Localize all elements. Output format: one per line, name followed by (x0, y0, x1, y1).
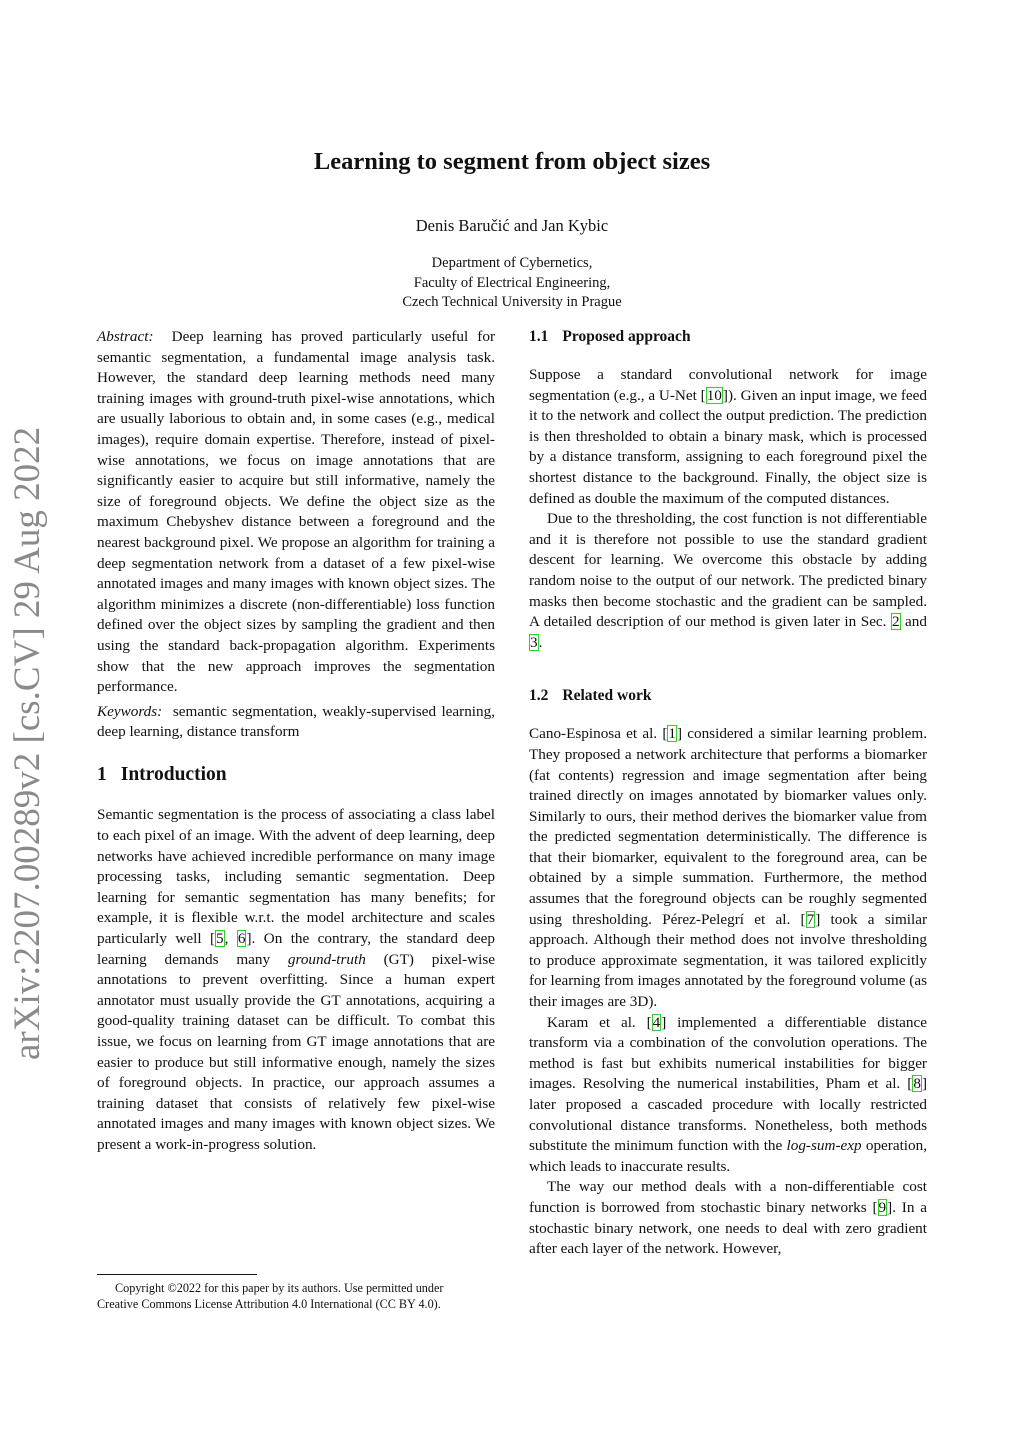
text-run: operation, which leads to inaccurate results. (529, 1137, 927, 1175)
keywords (97, 702, 495, 743)
text-run: ]. In a stochastic binary network, one needs to deal with zero gradient after each layer of the network. However, (529, 1198, 928, 1258)
citation-link[interactable]: 8 (913, 1075, 921, 1093)
section-link[interactable]: 2 (891, 613, 900, 631)
citation-link[interactable]: 7 (806, 910, 815, 928)
keywords-label: Keywords: (97, 702, 163, 720)
text-run: ]). Given an input image, we feed it to the network and collect the output prediction. The prediction is then thresholded to obtain a binary mask, which is processed by a distance transform, assigning to each foreground pixel the shortest distance to the background. Finally, the object size is defined as double the maximum of the computed distances. (529, 386, 928, 507)
citation-link[interactable]: 1 (668, 725, 676, 743)
arxiv-stamp: arXiv:2207.00289v2 [cs.CV] 29 Aug 2022 (7, 426, 48, 1060)
subsection-heading-related-work (529, 686, 927, 706)
text-run: . (538, 633, 543, 651)
related-paragraph (529, 1013, 927, 1178)
affiliation (0, 254, 1024, 313)
citation-link[interactable]: 5 (216, 930, 224, 948)
proposed-paragraph (529, 509, 927, 653)
intro-paragraph (97, 805, 495, 1155)
affiliation-line: Faculty of Electrical Engineering, (413, 274, 611, 291)
text-run: and (900, 613, 927, 631)
affiliation-line: Czech Technical University in Prague (402, 294, 622, 310)
text-run: , (224, 930, 237, 948)
text-run: Semantic segmentation is the process of associating a class label to each pixel of an image. With the advent of deep learning, deep networks have achieved incredible performance on many image processing tasks, including semantic segmentation. Deep learning for semantic segmentation has many benefits; for example, it is flexible w.r.t. the model architecture and scales particularly well [ (97, 806, 495, 948)
keywords-text: semantic segmentation, weakly-supervised learning, deep learning, distance transform (97, 702, 495, 741)
text-run: ] considered a similar learning problem. They proposed a network architecture that performs a biomarker (fat contents) regression and image segmentation after being trained directly on images annotated by biomarker values only. Similarly to ours, their method derives the biomarker value from the predicted segmentation deterministically. The difference is that their biomarker, equivalent to the foreground area, can be obtained by a simple summation. Furthermore, the method assumes that the foreground objects can be roughly segmented using thresholding. Pérez-Pelegrí et al. [ (529, 725, 928, 928)
subsection-title: Proposed approach (562, 328, 691, 345)
section-title: Introduction (120, 763, 227, 785)
text-run: ]. On the contrary, the standard deep learning demands many (97, 930, 496, 968)
footnote-line: Creative Commons License Attribution 4.0 International (CC BY 4.0). (97, 1297, 441, 1311)
copyright-footnote (97, 1280, 507, 1312)
citation-link[interactable]: 9 (878, 1198, 887, 1216)
abstract (97, 327, 495, 698)
right-column (529, 327, 927, 1260)
text-run: ] implemented a differentiable distance transform via a combination of the convolution operations. The method is fast but exhibits numerical instabilities for bigger images. Resolving the numerical instabilities, Pham et al. [ (529, 1013, 927, 1093)
subsection-number: 1.1 (529, 328, 549, 345)
emphasis: ground-truth (287, 950, 366, 968)
citation-link[interactable]: 4 (652, 1013, 661, 1031)
abstract-text: Deep learning has proved particularly useful for semantic segmentation, a fundamental image analysis task. However, the standard deep learning methods need many training images with ground-truth pixel-wise annotations, which are usually laborious to obtain and, in some cases (e.g., medical images), require domain expertise. Therefore, instead of pixel-wise annotations, we focus on image annotations that are significantly easier to acquire but still informative, namely the size of foreground objects. We define the object size as the maximum Chebyshev distance between a foreground and the nearest background pixel. We propose an algorithm for training a deep segmentation network from a dataset of a few pixel-wise annotated images and many images with known object sizes. The algorithm minimizes a discrete (non-differentiable) loss function defined over the object sizes by sampling the gradient and then using the standard back-propagation algorithm. Experiments show that the new approach improves the segmentation performance. (97, 328, 496, 696)
section-link[interactable]: 3 (530, 633, 538, 651)
footnote-line: Copyright ©2022 for this paper by its authors. Use permitted under (115, 1281, 444, 1295)
text-run: Karam et al. [ (547, 1013, 652, 1031)
section-number: 1 (97, 763, 107, 785)
text-run: Suppose a standard convolutional network for image segmentation (e.g., a U-Net [ (529, 366, 927, 404)
affiliation-line: Department of Cybernetics, (431, 255, 593, 271)
subsection-title: Related work (562, 687, 652, 705)
authors: Denis Baručić and Jan Kybic (415, 216, 609, 235)
citation-link[interactable]: 10 (706, 386, 722, 404)
left-column (97, 327, 495, 1156)
text-run: (GT) pixel-wise annotations to prevent overfitting. Since a human expert annotator must usually provide the GT annotations, acquiring a good-quality training dataset can be difficult. To combat this issue, we focus on learning from GT image annotations that are easier to produce but still informative enough, namely the sizes of foreground objects. In practice, our approach assumes a training dataset that consists of relatively few pixel-wise annotated images and many images with known object sizes. We present a work-in-progress solution. (97, 950, 496, 1153)
text-run: ] took a similar approach. Although their method does not involve thresholding to produce approximate segmentation, it was tailored explicitly for learning from images annotated by the foreground volume (as their images are 3D). (529, 910, 928, 1011)
abstract-label: Abstract: (97, 328, 154, 345)
proposed-paragraph (529, 365, 927, 509)
text-run: Cano-Espinosa et al. [ (529, 725, 668, 743)
text-run: The way our method deals with a non-differentiable cost function is borrowed from stochastic binary networks [ (529, 1178, 927, 1216)
subsection-number: 1.2 (529, 687, 549, 705)
paper-title: Learning to segment from object sizes (313, 148, 711, 175)
footnote-rule (97, 1274, 257, 1275)
section-heading-introduction (97, 765, 495, 786)
text-run: Due to the thresholding, the cost function is not differentiable and it is therefore not possible to use the standard gradient descent for learning. We overcome this obstacle by adding random noise to the output of our network. The predicted binary masks then become stochastic and the gradient can be sampled. A detailed description of our method is given later in Sec. (529, 510, 927, 631)
related-paragraph (529, 724, 927, 1012)
subsection-heading-proposed-approach (529, 327, 927, 347)
emphasis: log-sum-exp (786, 1137, 862, 1155)
text-run: ] later proposed a cascaded procedure with locally restricted convolutional distance transforms. Nonetheless, both methods substitute the minimum function with the (529, 1075, 927, 1155)
citation-link[interactable]: 6 (237, 930, 246, 948)
related-paragraph (529, 1177, 927, 1259)
